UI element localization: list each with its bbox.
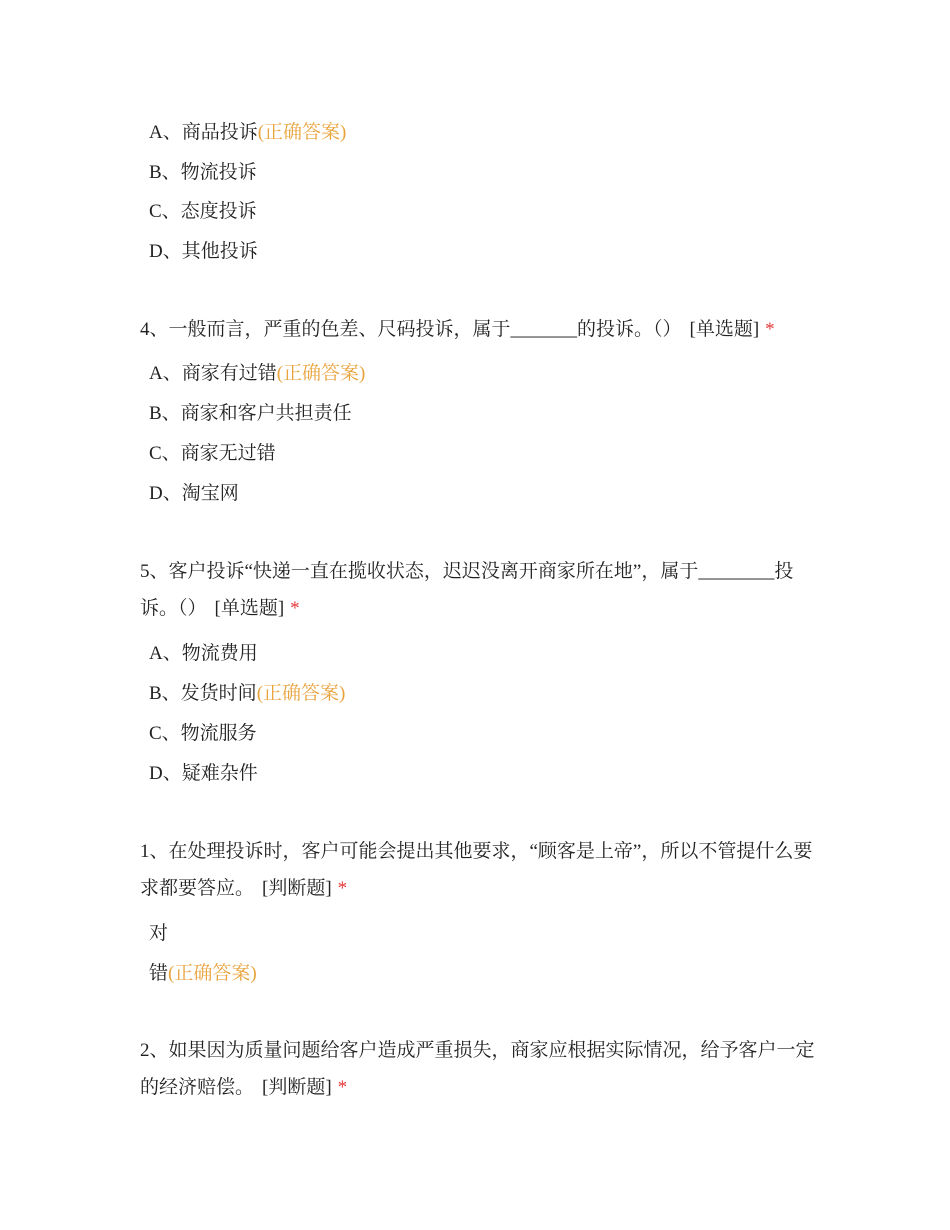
required-mark: * [337, 878, 348, 899]
option-text: D、疑难杂件 [149, 763, 258, 784]
option-text: D、其他投诉 [149, 241, 258, 262]
option-d[interactable] [149, 481, 239, 507]
option-text: B、商家和客户共担责任 [149, 403, 352, 424]
option-text: C、态度投诉 [149, 201, 257, 222]
required-mark: * [765, 319, 775, 340]
option-c[interactable] [149, 199, 257, 225]
option-b[interactable] [149, 681, 345, 707]
question-text-line2 [140, 1069, 820, 1106]
question-text-line1: 2、如果因为质量问题给客户造成严重损失，商家应根据实际情况，给予客户一定 [140, 1040, 815, 1061]
option-b[interactable] [149, 160, 257, 186]
correct-answer-mark: (正确答案) [257, 122, 347, 143]
question-text-line1: 5、客户投诉“快递一直在揽收状态，迟迟没离开商家所在地”，属于________投 [140, 561, 794, 582]
option-text: D、淘宝网 [149, 483, 239, 504]
question-text: 诉。（） [140, 598, 207, 619]
option-a[interactable] [149, 361, 365, 387]
question-4-title [140, 311, 820, 348]
judgement-1-title [140, 833, 820, 907]
option-text: C、物流服务 [149, 723, 257, 744]
option-text: A、商品投诉 [149, 122, 258, 143]
option-c[interactable] [149, 721, 257, 747]
option-text: B、发货时间 [149, 683, 257, 704]
option-false[interactable] [149, 961, 257, 987]
option-b[interactable] [149, 401, 352, 427]
question-text: 求都要答应。 [140, 878, 255, 899]
option-text: 错 [149, 963, 169, 984]
option-d[interactable] [149, 239, 258, 265]
option-text: 对 [149, 923, 169, 944]
question-type-label: [单选题] [214, 598, 285, 619]
question-text-line2 [140, 870, 820, 907]
option-true[interactable] [149, 921, 168, 947]
option-text: B、物流投诉 [149, 162, 257, 183]
question-5-title [140, 553, 820, 627]
correct-answer-mark: (正确答案) [276, 363, 366, 384]
judgement-2-title [140, 1032, 820, 1106]
question-text-line1: 1、在处理投诉时，客户可能会提出其他要求，“顾客是上帝”，所以不管提什么要 [140, 841, 813, 862]
correct-answer-mark: (正确答案) [168, 963, 257, 984]
correct-answer-mark: (正确答案) [256, 683, 346, 704]
required-mark: * [290, 598, 300, 619]
option-d[interactable] [149, 761, 258, 787]
question-text-line2 [140, 590, 820, 627]
question-text: 4、一般而言，严重的色差、尺码投诉，属于_______的投诉。（） [140, 319, 682, 340]
option-text: C、商家无过错 [149, 443, 276, 464]
option-text: A、商家有过错 [149, 363, 277, 384]
required-mark: * [337, 1077, 348, 1098]
option-a[interactable] [149, 641, 258, 667]
option-text: A、物流费用 [149, 643, 258, 664]
question-text: 的经济赔偿。 [140, 1077, 255, 1098]
question-type-label: [判断题] [262, 878, 332, 899]
option-a[interactable] [149, 120, 346, 146]
option-c[interactable] [149, 441, 276, 467]
question-type-label: [判断题] [262, 1077, 332, 1098]
question-type-label: [单选题] [689, 319, 760, 340]
